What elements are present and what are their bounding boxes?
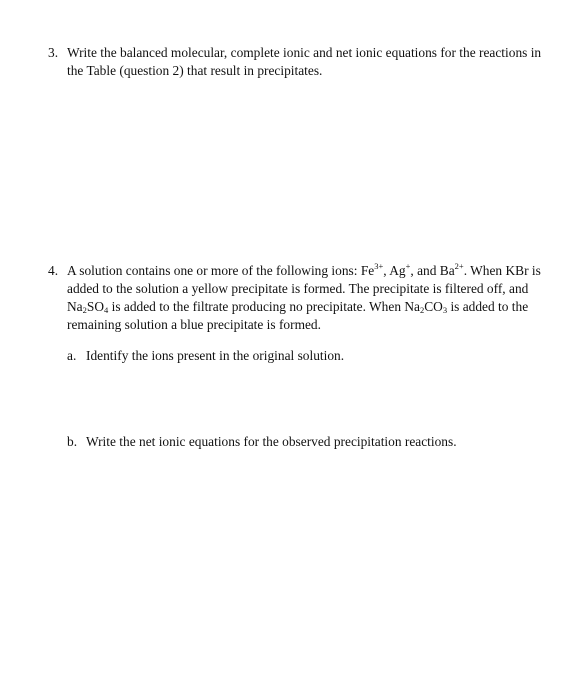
q4-text-part: , and Ba [410, 263, 455, 278]
question-3 [48, 44, 548, 80]
question-3-text: Write the balanced molecular, complete ionic and net ionic equations for the reactions in the Table (question 2) that result in precipitates. [67, 45, 542, 78]
ba-charge: 2+ [454, 261, 464, 271]
question-4-text [67, 262, 548, 334]
q4-text-part: is added to the filtrate producing no precipitate. When Na [108, 299, 420, 314]
q4-text-part: A solution contains one or more of the following ions: Fe [67, 263, 375, 278]
question-4a-text: Identify the ions present in the original solution. [86, 348, 345, 363]
q4-text-part: , Ag [383, 263, 406, 278]
q4-text-part: CO [424, 299, 443, 314]
q4-text-part: . When KBr is added to the solution a yellow precipitate is formed. The precipitate is filtered off, and Na [67, 263, 541, 314]
q4-text-part: SO [86, 299, 104, 314]
question-4b-label: b. [67, 434, 78, 449]
ag-charge: + [405, 261, 411, 271]
na2co3-subscript-3: 3 [442, 305, 448, 315]
question-4-number: 4. [48, 263, 59, 278]
question-3-number: 3. [48, 45, 59, 60]
na2so4-subscript-2: 2 [82, 305, 87, 315]
question-4a [67, 347, 537, 365]
q4-text-part: is added to the remaining solution a blue precipitate is formed. [67, 299, 529, 332]
question-4b [67, 433, 537, 451]
na2co3-subscript-2: 2 [419, 305, 425, 315]
question-4b-text: Write the net ionic equations for the observed precipitation reactions. [86, 434, 457, 449]
fe-charge: 3+ [374, 261, 384, 271]
question-4a-label: a. [67, 348, 77, 363]
na2so4-subscript-4: 4 [104, 305, 109, 315]
question-4 [48, 262, 548, 334]
